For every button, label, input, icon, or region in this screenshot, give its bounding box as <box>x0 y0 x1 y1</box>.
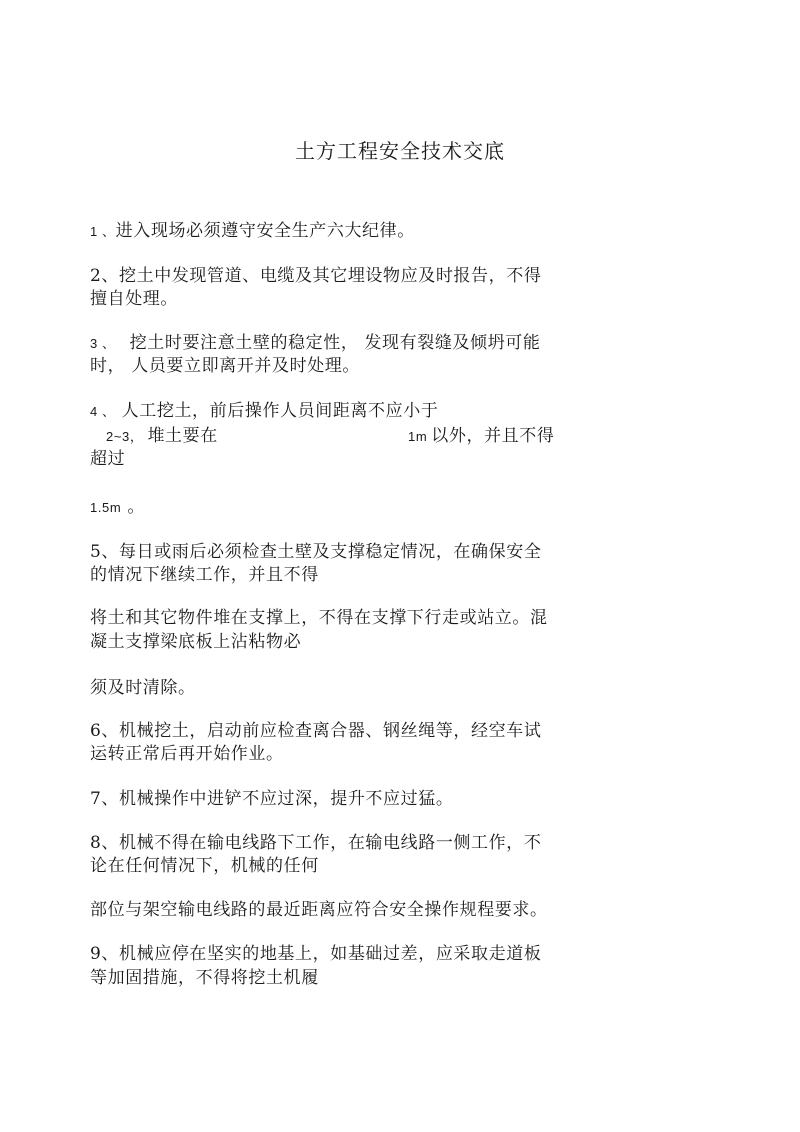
item-1-line <box>90 220 415 243</box>
item-3-line-1 <box>90 332 540 355</box>
item-8-line-1: 8、机械不得在输电线路下工作，在输电线路一侧工作，不 <box>90 833 542 853</box>
item-8-line-2: 论在任何情况下，机械的任何 <box>90 856 319 876</box>
item-4-number: 4 、 <box>90 404 116 419</box>
item-3-line-2: 时， 人员要立即离开并及时处理。 <box>90 356 361 376</box>
item-4-height: 1.5m <box>90 500 122 515</box>
item-4-text-2: 堆土要在 <box>147 426 218 446</box>
item-4-line-2b <box>408 425 554 448</box>
item-1-text: 进入现场必须遵守安全生产六大纪律。 <box>115 221 415 241</box>
item-4-line-2 <box>106 425 218 448</box>
item-4-line-1 <box>90 400 438 423</box>
item-5-line-5: 须及时清除。 <box>90 678 196 698</box>
item-2-line-1: 2、挖土中发现管道、电缆及其它埋设物应及时报告，不得 <box>90 266 542 286</box>
item-4-text-4: 。 <box>127 497 145 517</box>
item-3-number: 3 、 <box>90 336 116 351</box>
document-title: 土方工程安全技术交底 <box>295 139 505 163</box>
item-8-line-3: 部位与架空输电线路的最近距离应符合安全操作规程要求。 <box>90 900 548 920</box>
item-4-line-3: 超过 <box>90 449 126 469</box>
item-2-line-2: 擅自处理。 <box>90 289 178 309</box>
item-5-line-4: 凝土支撑梁底板上沾粘物必 <box>90 632 302 652</box>
item-4-distance: 1m <box>408 429 428 444</box>
item-4-range: 2~3， <box>106 429 144 444</box>
item-4-line-4 <box>90 496 145 519</box>
item-5-line-1: 5、每日或雨后必须检查土壁及支撑稳定情况，在确保安全 <box>90 542 542 562</box>
item-6-line-1: 6、机械挖土，启动前应检查离合器、钢丝绳等，经空车试 <box>90 721 542 741</box>
item-6-line-2: 运转正常后再开始作业。 <box>90 744 284 764</box>
item-4-text-1: 人工挖土，前后操作人员间距离不应小于 <box>121 401 439 421</box>
item-5-line-2: 的情况下继续工作，并且不得 <box>90 565 319 585</box>
item-9-line-1: 9、机械应停在坚实的地基上，如基础过差，应采取走道板 <box>90 944 542 964</box>
item-1-number: 1 、 <box>90 224 116 239</box>
item-4-text-3: 以外，并且不得 <box>431 426 555 446</box>
item-7-line: 7、机械操作中进铲不应过深，提升不应过猛。 <box>90 789 454 809</box>
item-5-line-3: 将土和其它物件堆在支撑上，不得在支撑下行走或站立。混 <box>90 608 548 628</box>
item-3-text-1: 挖土时要注意土壁的稳定性， 发现有裂缝及倾坍可能 <box>129 333 541 353</box>
item-9-line-2: 等加固措施，不得将挖土机履 <box>90 968 319 988</box>
